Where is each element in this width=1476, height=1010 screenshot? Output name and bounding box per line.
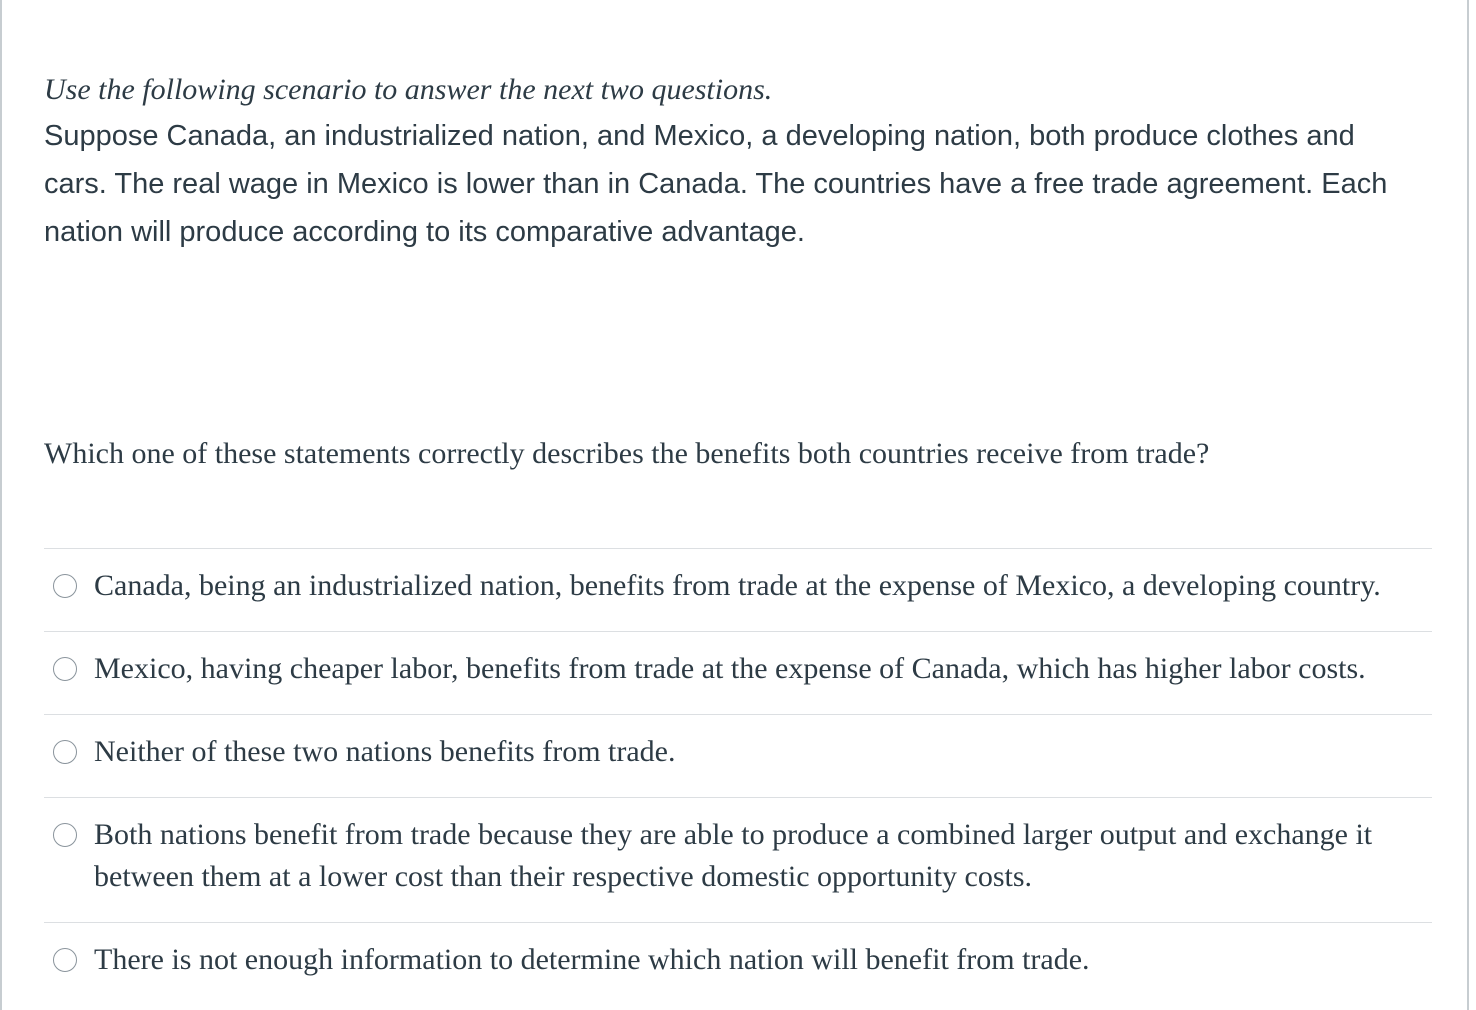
answer-label: There is not enough information to determine which nation will benefit from trade.	[94, 943, 1090, 976]
scenario-block	[44, 68, 1444, 256]
radio-button[interactable]	[53, 574, 77, 598]
radio-button[interactable]	[53, 657, 77, 681]
radio-button[interactable]	[53, 948, 77, 972]
answer-label: Mexico, having cheaper labor, benefits from trade at the expense of Canada, which has higher labor costs.	[94, 652, 1366, 685]
answer-label: Neither of these two nations benefits from trade.	[94, 735, 676, 768]
question-text: Which one of these statements correctly describes the benefits both countries receive from trade?	[44, 437, 1210, 470]
radio-button[interactable]	[53, 740, 77, 764]
answer-option-3[interactable]	[44, 715, 1432, 798]
answer-label: Canada, being an industrialized nation, benefits from trade at the expense of Mexico, a developing country.	[94, 569, 1381, 602]
answer-label: Both nations benefit from trade because they are able to produce a combined larger output and exchange it between them at a lower cost than their respective domestic opportunity costs.	[94, 818, 1373, 893]
scenario-text: Suppose Canada, an industrialized nation, and Mexico, a developing nation, both produce clothes and cars. The real wage in Mexico is lower than in Canada. The countries have a free trade agreement. Each nation will produce according to its comparative advantage.	[44, 120, 1388, 248]
answer-option-1[interactable]	[44, 549, 1432, 632]
answer-list	[44, 548, 1432, 1005]
answer-option-4[interactable]	[44, 798, 1432, 923]
answer-option-5[interactable]	[44, 923, 1432, 1005]
answer-option-2[interactable]	[44, 632, 1432, 715]
radio-button[interactable]	[53, 823, 77, 847]
scenario-intro: Use the following scenario to answer the next two questions.	[44, 73, 773, 106]
